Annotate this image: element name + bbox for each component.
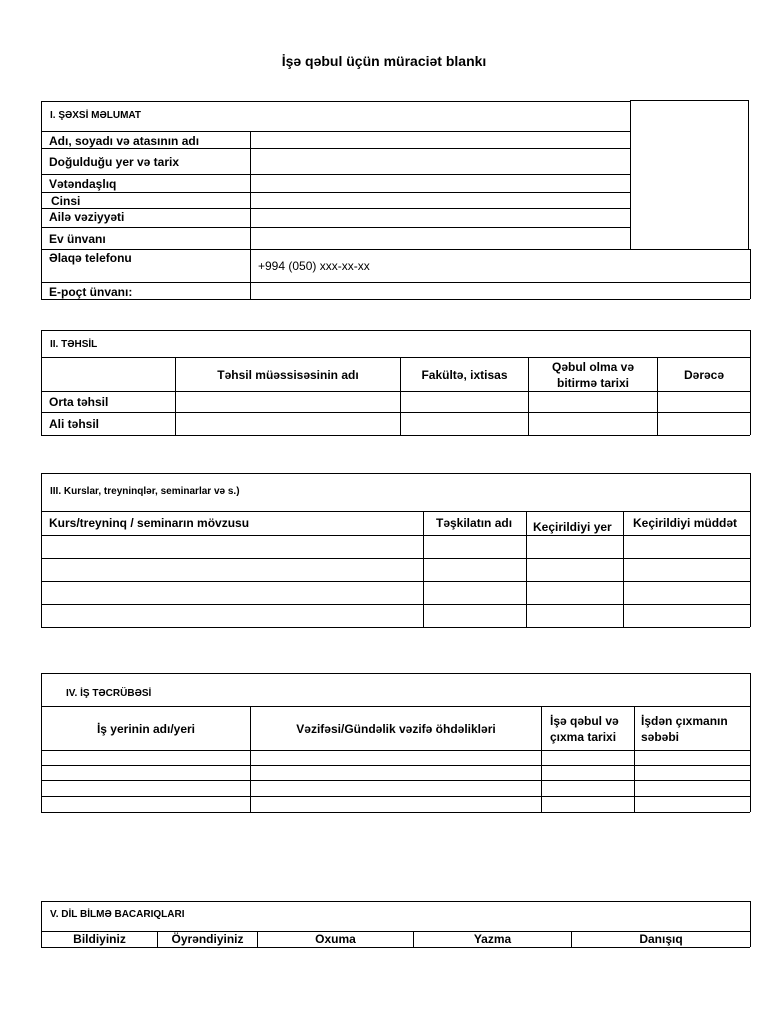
section2-heading: II. TƏHSİL [50, 339, 98, 350]
row-label-birth: Doğulduğu yer və tarix [49, 155, 180, 169]
col-writing: Yazma [473, 932, 512, 946]
col-workplace: İş yerinin adı/yeri [96, 721, 196, 736]
col-duration: Keçirildiyi müddət [633, 516, 738, 530]
section3-heading: III. Kurslar, treyninqlər, seminarlar və s.) [50, 486, 240, 497]
row-secondary: Orta təhsil [49, 395, 109, 409]
row-label-address: Ev ünvanı [49, 232, 106, 246]
col-course-topic: Kurs/treyninq / seminarın mövzusu [49, 516, 250, 530]
section4-heading: IV. İŞ TƏCRÜBƏSİ [66, 688, 152, 699]
col-leave-reason: İşdən çıxmanın səbəbi [641, 713, 728, 744]
col-place: Keçirildiyi yer [533, 520, 612, 534]
row-label-gender: Cinsi [51, 194, 81, 208]
row-higher: Ali təhsil [49, 417, 100, 431]
row-label-citizenship: Vətəndaşlıq [49, 177, 117, 191]
col-dates: Qəbul olma və bitirmə tarixi [551, 359, 635, 390]
row-label-phone: Əlaqə telefonu [49, 251, 132, 265]
row-label-email: E-poçt ünvanı: [49, 285, 133, 299]
col-faculty: Fakültə, ixtisas [421, 367, 508, 382]
col-degree: Dərəcə [683, 367, 725, 382]
col-learning: Öyrəndiyiniz [171, 932, 244, 946]
row-label-marital: Ailə vəziyyəti [49, 210, 125, 224]
photo-box[interactable] [630, 100, 749, 250]
section5-heading: V. DİL BİLMƏ BACARIQLARI [50, 909, 185, 920]
phone-value[interactable]: +994 (050) xxx-xx-xx [258, 259, 370, 273]
col-known: Bildiyiniz [73, 932, 126, 946]
col-work-dates: İşə qəbul və çıxma tarixi [550, 713, 619, 744]
row-label-fullname: Adı, soyadı və atasının adı [49, 134, 200, 148]
col-position: Vəzifəsi/Gündəlik vəzifə öhdəlikləri [296, 721, 496, 736]
form-title: İşə qəbul üçün müraciət blankı [281, 53, 487, 69]
col-institution: Təhsil müəssisəsinin adı [217, 367, 359, 382]
col-organization: Təşkilatın adı [436, 516, 513, 530]
col-reading: Oxuma [315, 932, 356, 946]
section1-heading: I. ŞƏXSİ MƏLUMAT [50, 110, 142, 121]
col-speaking: Danışıq [639, 932, 683, 946]
